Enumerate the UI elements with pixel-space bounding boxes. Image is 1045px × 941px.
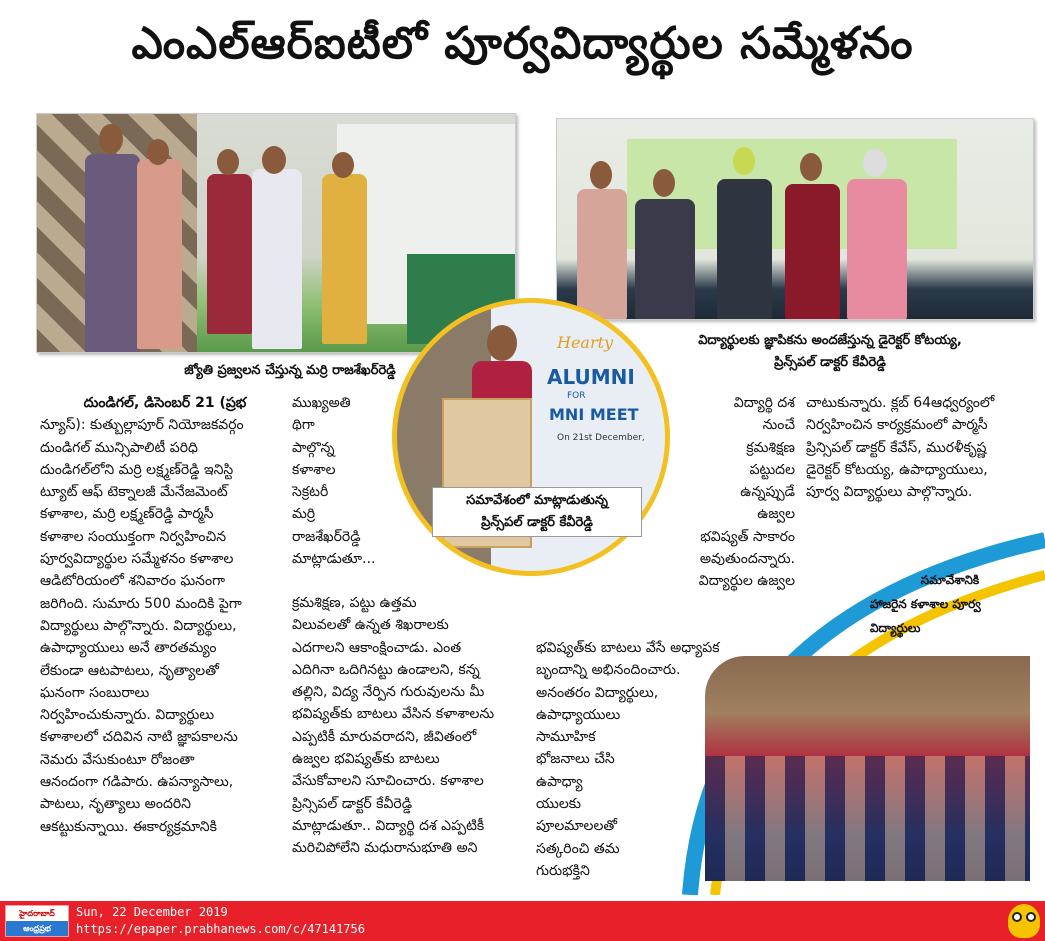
- text-line: ఘనంగా సంబురాలు: [40, 684, 150, 701]
- text-line: ఆనందంగా గడిపారు. ఉపన్యాసాలు,: [40, 774, 234, 791]
- text-line: బృందాన్ని అభినందించారు.: [536, 662, 681, 679]
- caption-circle-line2: ప్రిన్స్‌పల్ డాక్టర్ కేవీరెడ్డి: [481, 515, 593, 530]
- owl-icon: [1008, 904, 1040, 938]
- text-line: వేసుకోవాలని సూచించారు. కళాశాల: [292, 773, 484, 790]
- text-line: ముఖ్యఅతి: [292, 395, 351, 411]
- text-line: భవిష్యత్ సాకారం: [700, 528, 795, 545]
- text-line: పూలమాలలతో: [536, 818, 618, 835]
- banner-hearty: Hearty: [557, 333, 614, 352]
- text-line: సత్కరించి తమ: [536, 840, 620, 857]
- text-line: నెమరు వేసుకుంటూ రోజంతా: [40, 751, 195, 768]
- text-line: న్యూస్): కుత్బుల్లాపూర్ నియోజకవర్గం: [40, 417, 244, 434]
- text-line: ఆకట్టుకున్నాయి. ఈకార్యక్రమానికి: [40, 818, 217, 835]
- caption-photo4-line2: హాజరైన కళాశాల పూర్వ: [870, 597, 981, 611]
- publisher-logo: [5, 905, 69, 937]
- speaker-head: [487, 325, 517, 361]
- footer-url[interactable]: https://epaper.prabhanews.com/c/47141756: [76, 922, 365, 936]
- text-line: పాటలు, నృత్యాలు అందరిని: [40, 796, 191, 813]
- text-line: ఉపాధ్యాయులు: [536, 706, 621, 723]
- article-column-1: [40, 392, 290, 838]
- text-line: విలువలతో ఉన్నత శిఖరాలకు: [292, 617, 449, 634]
- text-line: థిగా: [292, 417, 315, 434]
- text-line: కళాశాలలో చదివిన నాటి జ్ఞాపకాలను: [40, 729, 238, 746]
- text-line: ట్యూట్ ఆఫ్ టెక్నాలజీ మేనేజమెంట్: [40, 484, 228, 501]
- text-line: భవిష్యత్‌కు బాటలు వేసిన కళాశాలను: [292, 706, 495, 723]
- caption-photo4-line1: సమావేశానికి: [920, 573, 980, 587]
- text-line: పట్టుదల: [749, 461, 795, 478]
- banner-alumni: ALUMNI: [547, 365, 635, 389]
- text-line: ఉజ్వల: [757, 506, 795, 523]
- text-line: అనంతరం విద్యార్థులు,: [536, 684, 659, 701]
- text-line: క్రమశిక్షణ, పట్టు ఉత్తమ: [292, 595, 417, 611]
- text-line: గురుభక్తిని: [536, 862, 590, 879]
- caption-photo2-line2: ప్రిన్స్‌పల్ డాక్టర్ కేవీరెడ్డి: [774, 355, 886, 370]
- text-line: ఉపాధ్యాయులు అనే తారతమ్యం: [40, 640, 217, 657]
- text-line: తల్లిని, విద్య నేర్పిన గురువులను మీ: [292, 684, 485, 701]
- text-line: దుండిగల్‌లోని మర్రి లక్ష్మణ్‌రెడ్డి ఇనిస్టి: [40, 461, 234, 478]
- photo-lamp-lighting: [36, 113, 516, 353]
- text-line: విద్యార్థి దశ: [733, 395, 795, 411]
- caption-photo1: జ్యోతి ప్రజ్వలన చేస్తున్న మర్రి రాజశేఖర్‌రెడ్డి: [184, 363, 396, 378]
- text-line: భవిష్యత్‌కు బాటలు వేసే అధ్యాపక: [536, 640, 720, 656]
- caption-photo4-line3: విద్యార్థులు: [870, 621, 921, 635]
- logo-top-text: హైదరాబాద్: [19, 909, 55, 918]
- text-line: మర్రి: [292, 506, 316, 523]
- text-line: నిర్వహించుకున్నారు. విద్యార్థులు: [40, 707, 215, 724]
- text-line: కళాశాల సంయుక్తంగా నిర్వహించిన: [40, 528, 227, 545]
- text-line: ఆడిటోరియంలో శనివారం ఘనంగా: [40, 573, 226, 590]
- text-line: మాట్లాడుతూ.. విద్యార్థి దశ ఎప్పటికీ: [292, 817, 485, 834]
- text-line: చాటుకున్నారు. క్లబ్ 64ఆధ్వర్యంలో: [806, 395, 995, 411]
- text-line: ఉన్నప్పుడే: [740, 484, 795, 501]
- banner-for: FOR: [567, 391, 586, 401]
- text-line: ఉపాధ్యా: [536, 773, 583, 790]
- text-line: కళాశాల: [292, 461, 336, 478]
- text-line: ఉజ్వల భవిష్యత్‌కు బాటలు: [292, 751, 440, 768]
- article-column-2: [292, 592, 532, 860]
- speaker-body: [472, 361, 532, 401]
- text-line: ఎదిగినా ఒదిగినట్టు ఉండాలని, కన్న: [292, 661, 480, 678]
- banner-date: On 21st December,: [557, 433, 645, 443]
- text-line: మాట్లాడుతూ...: [292, 551, 376, 568]
- text-line: నిర్వహించిన కార్యక్రమంలో పార్మసీ: [806, 417, 988, 434]
- caption-photo4: [850, 568, 1045, 640]
- text-line: మరిచిపోలేని మధురానుభూతి అని: [292, 840, 478, 857]
- text-line: ఎదగాలని ఆకాంక్షించాడు. ఎంత: [292, 639, 462, 656]
- text-line: జరిగింది. సుమారు 500 మందికి పైగా: [40, 595, 242, 612]
- text-line: పాల్గొన్న: [292, 439, 335, 456]
- text-line: ఎప్పటికీ మారువరాదని, జీవితంలో: [292, 728, 477, 745]
- text-line: లేకుండా ఆటపాటలు, నృత్యాలతో: [40, 662, 219, 679]
- text-line: ప్రిన్సిపల్ డాక్టర్ కేవేస్, మురళీకృష్ణ: [806, 439, 987, 456]
- caption-photo2: [660, 330, 1000, 374]
- footer-date: Sun, 22 December 2019: [76, 905, 228, 919]
- text-line: విద్యార్థులు పాల్గొన్నారు. విద్యార్థులు,: [40, 617, 237, 634]
- text-line: విద్యార్థుల ఉజ్వల: [698, 573, 795, 590]
- text-line: కళాశాల, మర్రి లక్ష్మణ్‌రెడ్డి పార్మసీ: [40, 506, 214, 523]
- photo-alumni-audience: [705, 656, 1030, 881]
- text-line: సెక్రటరీ: [292, 484, 329, 501]
- headline: ఎంఎల్ఆర్ఐటీలో పూర్వవిద్యార్థుల సమ్మేళనం: [131, 18, 914, 69]
- footer-bar: [0, 901, 1045, 941]
- article-column-4: [806, 392, 1036, 503]
- text-line: యులకు: [536, 796, 581, 813]
- text-line: దుండిగల్ మున్సిపాలిటీ పరిధి: [40, 439, 198, 456]
- text-line: ప్రిన్సిపల్ డాక్టర్ కేవీరెడ్డి: [292, 795, 413, 812]
- caption-circle: [432, 487, 642, 537]
- photo-memento: [556, 118, 1034, 320]
- caption-photo2-line1: విద్యార్థులకు జ్ఞాపికను అందజేస్తున్న డైరెక్టర్ కోటయ్య,: [698, 333, 962, 348]
- text-line: అవుతుందన్నారు.: [699, 551, 795, 568]
- text-line: రాజశేఖర్‌రెడ్డి: [292, 528, 361, 545]
- text-line: పూర్వ విద్యార్థులు పాల్గొన్నారు.: [806, 484, 973, 501]
- text-line: భోజనాలు చేసి: [536, 751, 615, 768]
- banner-meet: MNI MEET: [549, 405, 639, 424]
- caption-circle-line1: సమావేశంలో మాట్లాడుతున్న: [466, 493, 608, 508]
- text-line: సామూహిక: [536, 729, 596, 746]
- text-line: క్రమశిక్షణ: [746, 439, 795, 456]
- text-line: నుంచే: [762, 417, 795, 434]
- logo-bottom-text: ఆంధ్రప్రభ: [6, 921, 68, 936]
- text-line: పూర్వవిద్యార్థుల సమ్మేళనం కళాశాల: [40, 551, 234, 568]
- dateline: దుండిగల్, డిసెంబర్ 21 (ప్రభ: [83, 395, 247, 411]
- text-line: డైరెక్టర్ కోటయ్య, ఉపాధ్యాయులు,: [806, 461, 988, 478]
- article-column-2-narrow: [292, 392, 382, 570]
